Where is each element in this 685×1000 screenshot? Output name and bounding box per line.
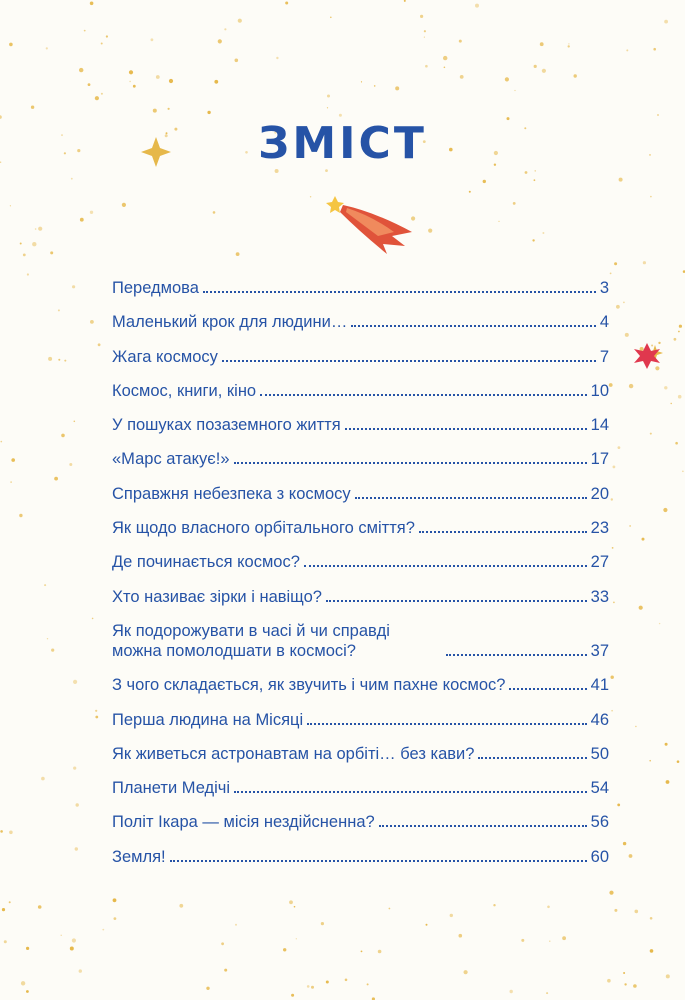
toc-entry-title: Як щодо власного орбітального сміття? (112, 519, 415, 538)
star-dot (629, 384, 633, 388)
star-dot (542, 69, 546, 73)
star-dot (659, 623, 660, 624)
toc-entry (112, 675, 609, 695)
star-dot (493, 904, 495, 906)
toc-entry-title: У пошуках позаземного життя (112, 416, 341, 435)
star-dot (623, 842, 626, 845)
toc-entry-page: 7 (599, 347, 609, 366)
toc-entry (112, 552, 609, 572)
toc-entry (112, 587, 609, 607)
star-dot (404, 0, 406, 2)
star-dot (443, 56, 447, 60)
star-dot (122, 203, 126, 207)
star-dot (629, 525, 630, 526)
star-dot (345, 979, 348, 982)
star-dot (361, 951, 363, 953)
star-dot (90, 211, 93, 214)
star-dot (444, 67, 446, 69)
dot-leader (379, 825, 587, 827)
toc-entry (112, 312, 609, 332)
star-dot (224, 969, 227, 972)
toc-entry-title: Справжня небезпека з космосу (112, 484, 351, 503)
dot-leader (419, 531, 587, 533)
star-dot (235, 924, 237, 926)
star-dot (625, 333, 629, 337)
star-dot (20, 243, 22, 245)
star-dot (612, 547, 614, 549)
star-dot (325, 169, 328, 172)
star-dot (79, 68, 83, 72)
star-dot (378, 950, 382, 954)
star-dot (307, 985, 310, 988)
toc-entry-page: 50 (590, 744, 609, 763)
star-dot (664, 386, 667, 389)
star-dot (426, 924, 428, 926)
star-dot (311, 986, 314, 989)
star-dot (513, 202, 516, 205)
star-dot (10, 205, 11, 206)
star-dot (70, 947, 74, 951)
star-dot (92, 618, 94, 620)
star-dot (38, 905, 42, 909)
star-dot (327, 107, 328, 108)
star-dot (635, 910, 639, 914)
star-dot (542, 232, 544, 234)
star-dot (95, 716, 98, 719)
comet-icon (326, 196, 412, 254)
star-dot (525, 171, 528, 174)
star-dot (179, 904, 183, 908)
star-dot (651, 345, 653, 347)
star-dot (642, 538, 645, 541)
toc-entry-title: Де починається космос? (112, 553, 300, 572)
toc-entry-page: 4 (599, 313, 609, 332)
star-dot (69, 463, 72, 466)
toc-entry (112, 710, 609, 730)
star-dot (72, 938, 76, 942)
star-dot (547, 906, 550, 909)
star-dot (635, 726, 636, 727)
star-dot (650, 949, 654, 953)
star-dot (129, 70, 133, 74)
star-dot (521, 939, 524, 942)
star-dot (221, 942, 224, 945)
toc-entry (112, 381, 609, 401)
star-dot (133, 85, 136, 88)
star-dot (75, 847, 78, 850)
dot-leader (234, 462, 587, 464)
toc-entry-page: 54 (590, 779, 609, 798)
star-dot (374, 85, 376, 87)
star-dot (658, 342, 660, 344)
toc-entry (112, 812, 609, 832)
star-dot (549, 941, 550, 942)
star-dot (27, 273, 29, 275)
star-dot (41, 777, 45, 781)
star-dot (420, 15, 423, 18)
toc-entry (112, 449, 609, 469)
star-dot (88, 83, 91, 86)
star-dot (653, 48, 656, 51)
star-dot (671, 403, 672, 404)
star-dot (9, 901, 11, 903)
star-dot (568, 45, 570, 47)
toc-entry-page: 41 (590, 676, 609, 695)
star-dot (614, 262, 617, 265)
dot-leader (203, 291, 596, 293)
star-dot (666, 974, 670, 978)
star-dot (678, 331, 680, 333)
star-dot (35, 228, 37, 230)
star-dot (546, 992, 548, 994)
dot-leader (307, 723, 586, 725)
star-dot (101, 93, 103, 95)
toc-entry-title: Жага космосу (112, 347, 218, 366)
star-dot (618, 446, 621, 449)
star-dot (48, 357, 52, 361)
star-dot (534, 179, 536, 181)
table-of-contents (112, 278, 609, 881)
star-dot (643, 261, 646, 264)
star-dot (639, 606, 643, 610)
star-dot (2, 908, 5, 911)
toc-entry (112, 518, 609, 538)
star-dot (285, 2, 288, 5)
toc-entry-title: Як живеться астронавтам на орбіті… без кави? (112, 744, 475, 763)
star-dot (613, 602, 615, 604)
star-dot (4, 940, 7, 943)
star-dot (80, 218, 84, 222)
star-dot (214, 80, 218, 84)
star-dot (44, 584, 46, 586)
toc-entry-page: 56 (590, 813, 609, 832)
dot-leader (509, 688, 586, 690)
star-dot (168, 108, 170, 110)
star-dot (629, 854, 633, 858)
star-dot (38, 227, 42, 231)
star-dot (616, 305, 620, 309)
toc-entry-title: «Марс атакує!» (112, 450, 230, 469)
star-dot (21, 981, 25, 985)
toc-entry-title: Земля! (112, 847, 166, 866)
star-dot (95, 96, 99, 100)
toc-entry-page: 23 (590, 519, 609, 538)
star-dot (291, 994, 294, 997)
star-dot (655, 366, 659, 370)
toc-entry-page: 20 (590, 484, 609, 503)
toc-entry (112, 778, 609, 798)
toc-entry (112, 415, 609, 435)
star-dot (459, 40, 462, 43)
dot-leader (234, 791, 587, 793)
toc-entry (112, 347, 609, 367)
star-dot (294, 906, 296, 908)
star-dot (464, 970, 468, 974)
star-dot (169, 79, 173, 83)
toc-entry-title: З чого складається, як звучить і чим пахне космос? (112, 676, 506, 695)
star-dot (84, 30, 86, 32)
dot-leader (446, 654, 587, 656)
toc-entry-page: 3 (599, 279, 609, 297)
star-dot (395, 86, 399, 90)
toc-entry (112, 847, 609, 867)
star-dot (475, 4, 479, 8)
star-dot (424, 37, 425, 38)
star-dot (389, 908, 391, 910)
star-dot (326, 981, 329, 984)
star-dot (498, 221, 499, 222)
toc-entry-title: Планети Медічі (112, 779, 231, 798)
star-dot (505, 77, 509, 81)
star-dot (624, 983, 626, 985)
star-dot (9, 43, 13, 47)
toc-entry (112, 744, 609, 764)
star-dot (677, 760, 680, 763)
star-dot (10, 481, 11, 482)
star-dot (411, 216, 415, 220)
star-dot (679, 325, 682, 328)
star-dot (95, 710, 97, 712)
dot-leader (222, 360, 596, 362)
star-dot (54, 477, 58, 481)
star-dot (483, 180, 486, 183)
toc-entry-title: Хто називає зірки і навіщо? (112, 587, 322, 606)
star-dot (327, 95, 330, 98)
star-dot (425, 65, 428, 68)
star-dot (106, 35, 108, 37)
star-dot (73, 767, 76, 770)
star-dot (428, 229, 432, 233)
star-dot (72, 285, 75, 288)
star-dot (623, 972, 625, 974)
star-dot (361, 81, 362, 82)
star-dot (460, 75, 464, 79)
star-dot (367, 983, 369, 985)
star-dot (283, 948, 286, 951)
star-dot (568, 43, 569, 44)
star-dot (58, 359, 60, 361)
star-dot (114, 917, 117, 920)
star-dot (26, 990, 29, 993)
star-dot (657, 114, 659, 116)
star-dot (675, 442, 678, 445)
dot-leader (345, 428, 587, 430)
star-dot (562, 936, 566, 940)
star-dot (276, 57, 278, 59)
star-dot (650, 196, 652, 198)
star-dot (330, 17, 332, 19)
star-dot (664, 20, 668, 24)
toc-entry-page: 10 (590, 381, 609, 400)
star-dot (459, 934, 463, 938)
star-dot (213, 211, 216, 214)
star-dot (51, 649, 54, 652)
star-dot (666, 780, 670, 784)
star-dot (74, 421, 76, 423)
star-dot (151, 38, 154, 41)
star-dot (23, 254, 26, 257)
star-dot (310, 196, 311, 197)
toc-entry-page: 27 (590, 553, 609, 572)
star-dot (339, 114, 342, 117)
star-dot (534, 65, 537, 68)
toc-entry-title: Маленький крок для людини… (112, 313, 348, 332)
star-dot (532, 239, 534, 241)
star-dot (9, 831, 13, 835)
star-dot (289, 900, 293, 904)
star-dot (58, 309, 60, 311)
star-dot (650, 917, 653, 920)
star-dot (61, 434, 65, 438)
star-dot (98, 343, 101, 346)
star-dot (31, 106, 34, 109)
star-dot (73, 680, 77, 684)
star-dot (235, 59, 239, 63)
star-dot (102, 929, 104, 931)
star-dot (19, 514, 22, 517)
toc-entry-page: 17 (590, 450, 609, 469)
star-dot (613, 466, 616, 469)
toc-entry-page: 33 (590, 587, 609, 606)
star-dot (11, 458, 15, 462)
dot-leader (170, 860, 587, 862)
star-dot (665, 743, 668, 746)
star-dot (610, 273, 612, 275)
star-dot (79, 969, 82, 972)
star-dot (609, 891, 613, 895)
star-dot (61, 935, 62, 936)
toc-entry-title: Передмова (112, 279, 199, 297)
star-dot (238, 19, 242, 23)
star-dot (611, 676, 614, 679)
toc-entry-title: Космос, книги, кіно (112, 381, 257, 400)
star-dot (674, 338, 677, 341)
star-dot (617, 804, 620, 807)
star-dot (156, 75, 160, 79)
star-dot (469, 191, 471, 193)
star-dot (609, 383, 613, 387)
star-dot (450, 914, 453, 917)
star-dot (678, 395, 682, 399)
toc-entry (112, 621, 609, 661)
star-dot (236, 252, 240, 256)
star-dot (650, 433, 652, 435)
toc-entry-page: 46 (590, 710, 609, 729)
star-dot (90, 2, 94, 6)
dot-leader (478, 757, 586, 759)
dot-leader (304, 565, 587, 567)
page-title: ЗМІСТ (258, 118, 427, 169)
star-dot (46, 47, 48, 49)
toc-entry-title: Політ Ікара — місія нездійсненна? (112, 813, 375, 832)
star-dot (663, 508, 667, 512)
star-dot (510, 990, 513, 993)
star-dot (514, 90, 515, 91)
star-dot (71, 178, 73, 180)
star-dot (424, 30, 426, 32)
star-dot (574, 74, 577, 77)
dot-leader (355, 497, 587, 499)
star-dot (607, 979, 611, 983)
star-dot (129, 81, 130, 82)
star-dot (275, 169, 279, 173)
star-dot (649, 760, 651, 762)
dot-leader (326, 600, 587, 602)
star-dot (64, 360, 66, 362)
star-dot (611, 710, 613, 712)
star-dot (76, 803, 79, 806)
star-dot (0, 830, 3, 833)
toc-entry (112, 278, 609, 298)
star-dot (296, 938, 297, 939)
star-dot (535, 170, 536, 171)
star-dot (218, 39, 222, 43)
dot-leader (351, 325, 595, 327)
toc-entry-page: 14 (590, 416, 609, 435)
star-dot (224, 28, 226, 30)
star-dot (619, 178, 623, 182)
dot-leader (260, 394, 587, 396)
star-dot (32, 242, 36, 246)
toc-entry (112, 484, 609, 504)
star-dot (682, 471, 684, 473)
toc-entry-page: 37 (590, 641, 609, 660)
star-dot (321, 922, 324, 925)
star-dot (26, 947, 29, 950)
star-dot (633, 984, 637, 988)
star-dot (0, 441, 2, 443)
star-dot (50, 251, 53, 254)
star-dot (623, 302, 625, 304)
star-dot (207, 111, 210, 114)
star-dot (101, 43, 103, 45)
toc-entry-page: 60 (590, 847, 609, 866)
star-dot (611, 498, 613, 500)
star-dot (113, 898, 117, 902)
star-dot (47, 638, 48, 639)
toc-entry-title: Перша людина на Місяці (112, 710, 304, 729)
star-dot (90, 320, 94, 324)
star-dot (614, 909, 617, 912)
star-dot (206, 987, 209, 990)
toc-entry-title: Як подорожувати в часі й чи справді можна помолодшати в космосі? (112, 621, 390, 660)
star-dot (626, 49, 628, 51)
star-dot (153, 109, 157, 113)
star-dot (540, 42, 544, 46)
